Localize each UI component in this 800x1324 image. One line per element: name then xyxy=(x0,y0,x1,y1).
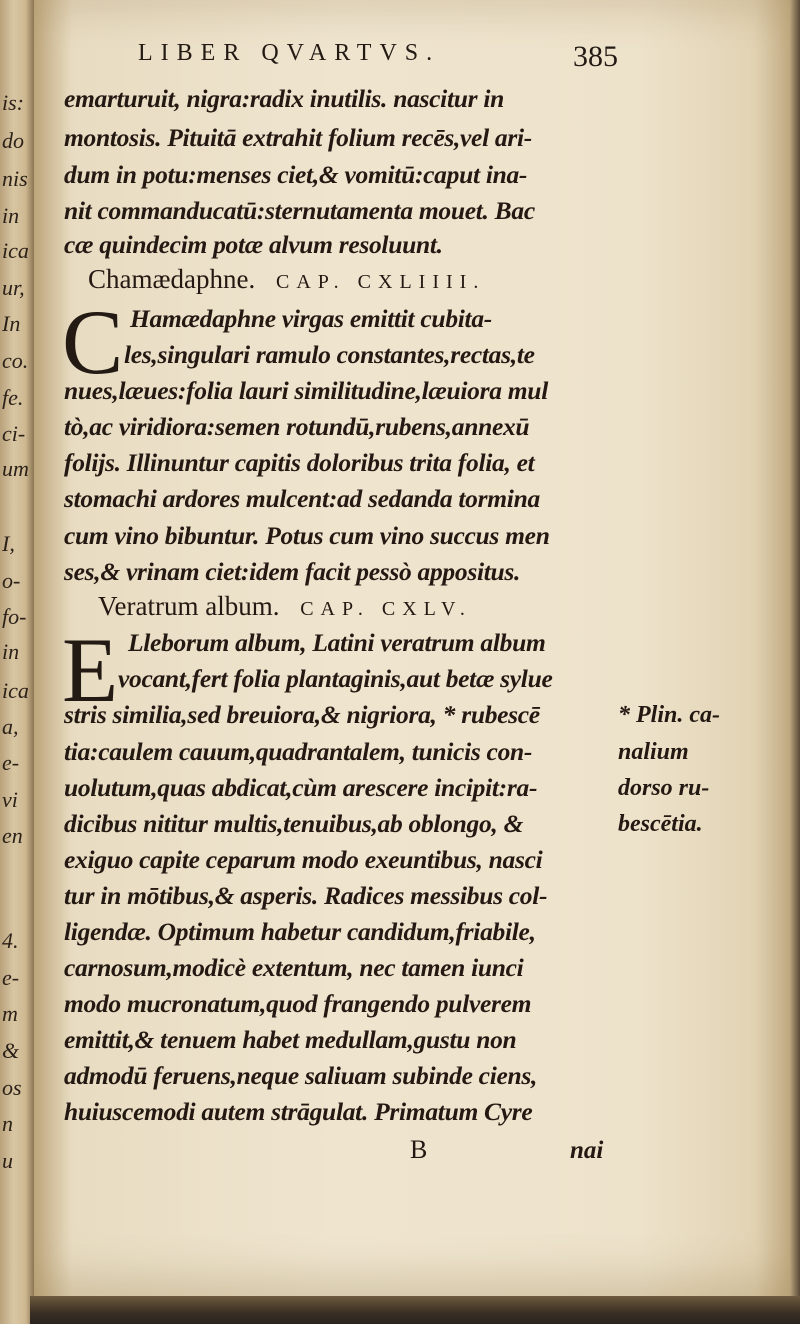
left-page-fragment: do xyxy=(2,130,24,152)
left-page-fragment: in xyxy=(2,641,20,663)
left-page-fragment: en xyxy=(2,825,23,847)
left-page-fragment: fe. xyxy=(2,387,24,409)
left-page-fragment: fo- xyxy=(2,606,27,628)
text-line: tur in mōtibus,& asperis. Radices messibus col- xyxy=(64,881,548,910)
left-page-fragment: vi xyxy=(2,789,18,811)
text-line: cæ quindecim potæ alvum resoluunt. xyxy=(64,230,443,259)
page-edge-right xyxy=(790,0,800,1324)
left-page-fragment: n xyxy=(2,1113,13,1135)
adjacent-left-page xyxy=(0,0,34,1324)
text-line: emittit,& tenuem habet medullam,gustu non xyxy=(64,1025,517,1054)
text-line: emarturuit, nigra:radix inutilis. nascitur in xyxy=(64,84,504,113)
margin-note: bescētia. xyxy=(618,811,703,837)
left-page-fragment: & xyxy=(2,1040,20,1062)
text-line: nues,læues:folia lauri similitudine,læuiora mul xyxy=(64,376,548,405)
chapter-number: CAP. CXLV. xyxy=(300,598,472,620)
text-line: folijs. Illinuntur capitis doloribus trita folia, et xyxy=(64,448,535,477)
section-title: Chamædaphne. xyxy=(88,264,256,294)
section-title: Veratrum album. xyxy=(98,591,280,621)
text-line: huiuscemodi autem strāgulat. Primatum Cyre xyxy=(64,1097,533,1126)
left-page-fragment: a, xyxy=(2,716,19,738)
text-line: carnosum,modicè extentum, nec tamen iunci xyxy=(64,953,524,982)
text-line: nit commanducatū:sternutamenta mouet. Bac xyxy=(64,196,535,225)
left-page-fragment: in xyxy=(2,205,20,227)
text-line: exiguo capite ceparum modo exeuntibus, nasci xyxy=(64,845,543,874)
signature-mark: B xyxy=(410,1135,428,1164)
left-page-fragment: u xyxy=(2,1150,13,1172)
margin-note: dorso ru- xyxy=(618,775,710,801)
catchword: nai xyxy=(570,1137,604,1164)
text-line: stomachi ardores mulcent:ad sedanda tormina xyxy=(64,484,540,513)
left-page-fragment: I, xyxy=(2,533,15,555)
left-page-fragment: e- xyxy=(2,752,20,774)
text-line: ses,& vrinam ciet:idem facit pessò appositus. xyxy=(64,557,521,586)
left-page-fragment: e- xyxy=(2,967,20,989)
text-line: modo mucronatum,quod frangendo pulverem xyxy=(64,989,532,1018)
left-page-fragment: ica xyxy=(2,240,29,262)
left-page-fragment: ica xyxy=(2,680,29,702)
left-page-fragment: nis xyxy=(2,168,28,190)
left-page-fragment: In xyxy=(2,313,21,335)
text-line: vocant,fert folia plantaginis,aut betæ sylue xyxy=(118,664,553,693)
chapter-number: CAP. CXLIIII. xyxy=(275,271,486,293)
text-line: Hamædaphne virgas emittit cubita- xyxy=(130,304,492,333)
left-page-fragment: m xyxy=(2,1003,18,1025)
page-number: 385 xyxy=(573,40,618,73)
left-page-fragment: um xyxy=(2,458,29,480)
left-page-fragment: co. xyxy=(2,350,29,372)
left-page-fragment: is: xyxy=(2,92,24,114)
running-head: LIBER QVARTVS. xyxy=(138,40,441,66)
left-page-fragment: 4. xyxy=(2,930,19,952)
margin-note: nalium xyxy=(618,739,689,765)
page-edge-bottom xyxy=(30,1296,800,1324)
text-line: uolutum,quas abdicat,cùm arescere incipit:ra- xyxy=(64,773,538,802)
section-heading xyxy=(88,264,485,295)
text-line: montosis. Pituitā extrahit folium recēs,vel ari- xyxy=(64,123,532,152)
text-line: stris similia,sed breuiora,& nigriora, * rubescē xyxy=(64,700,540,729)
left-page-fragment: ur, xyxy=(2,277,25,299)
left-page-fragment: ci- xyxy=(2,423,26,445)
drop-capital: E xyxy=(62,619,119,721)
text-line: Lleborum album, Latini veratrum album xyxy=(128,628,546,657)
text-line: tia:caulem cauum,quadrantalem, tunicis con- xyxy=(64,737,533,766)
text-line: admodū feruens,neque saliuam subinde ciens, xyxy=(64,1061,538,1090)
drop-capital: C xyxy=(62,291,124,393)
left-page-fragment: o- xyxy=(2,570,21,592)
margin-note: * Plin. ca- xyxy=(618,702,720,728)
text-line: dum in potu:menses ciet,& vomitū:caput ina- xyxy=(64,160,528,189)
text-line: les,singulari ramulo constantes,rectas,te xyxy=(124,340,535,369)
left-page-fragment: os xyxy=(2,1077,22,1099)
section-heading xyxy=(98,591,472,622)
text-line: cum vino bibuntur. Potus cum vino succus men xyxy=(64,521,550,550)
text-line: dicibus nititur multis,tenuibus,ab oblongo, & xyxy=(64,809,524,838)
text-line: ligendæ. Optimum habetur candidum,friabile, xyxy=(64,917,536,946)
text-line: tò,ac viridiora:semen rotundū,rubens,annexū xyxy=(64,412,530,441)
